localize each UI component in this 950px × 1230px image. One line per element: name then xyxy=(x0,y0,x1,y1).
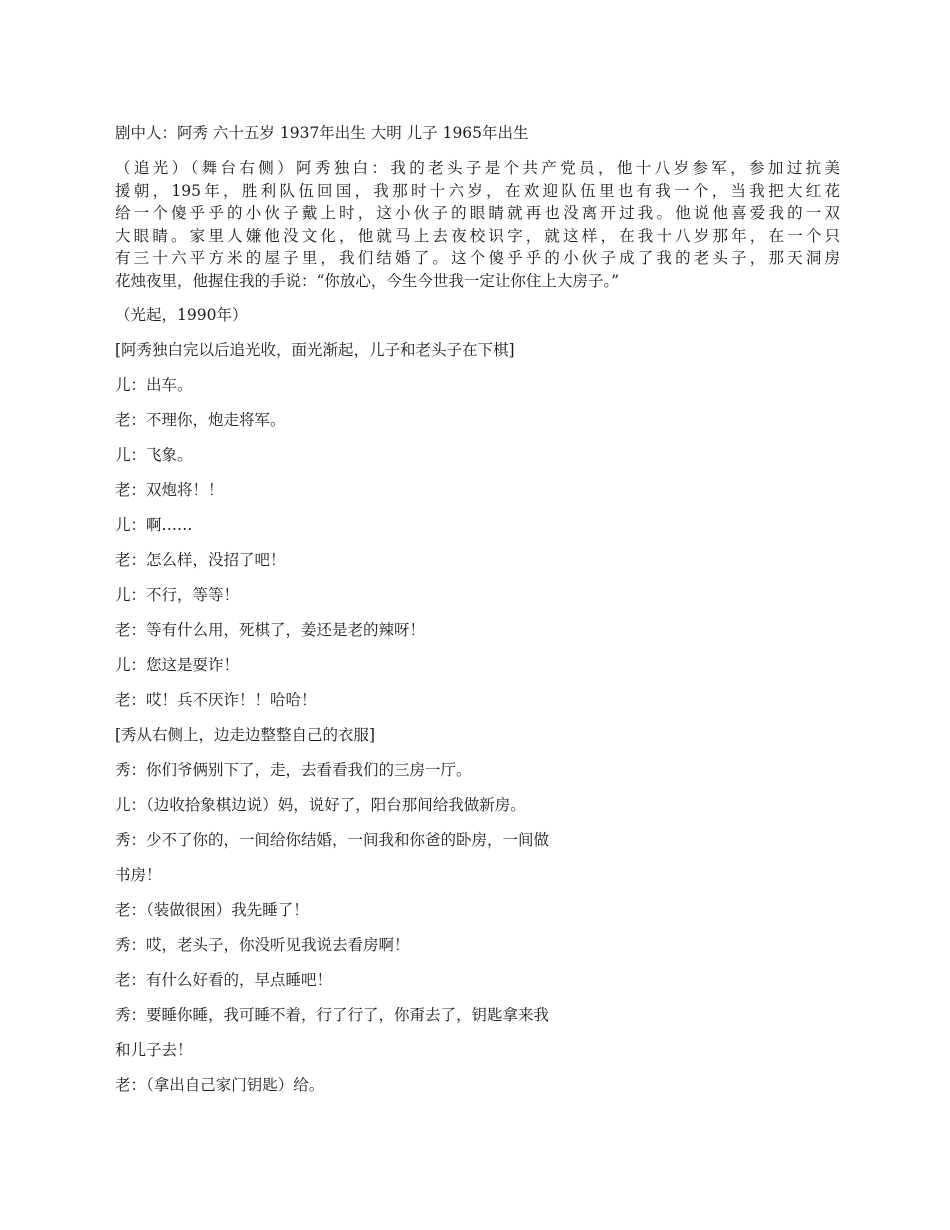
dialogue-line: 书房！ xyxy=(115,866,162,884)
monologue-line: 大眼睛。家里人嫌他没文化，他就马上去夜校识字，就这样，在我十八岁那年，在一个只 xyxy=(115,226,840,245)
dialogue-line: 秀：要睡你睡，我可睡不着，行了行了，你甭去了，钥匙拿来我 xyxy=(115,1006,550,1024)
dialogue-line: 老：双炮将！！ xyxy=(115,481,224,499)
dialogue-line: 和儿子去！ xyxy=(115,1041,193,1059)
stage-direction: （光起，1990年） xyxy=(115,306,248,324)
dialogue-line: 秀：你们爷俩别下了，走，去看看我们的三房一厅。 xyxy=(115,761,472,779)
dialogue-line: 儿：飞象。 xyxy=(115,446,193,464)
monologue-line: 有三十六平方米的屋子里，我们结婚了。这个傻乎乎的小伙子成了我的老头子，那天洞房 xyxy=(115,249,840,267)
dialogue-line: 秀：哎，老头子，你没听见我说去看房啊！ xyxy=(115,936,410,954)
dialogue-line: 儿：出车。 xyxy=(115,376,193,394)
dialogue-line: 老：等有什么用，死棋了，姜还是老的辣呀！ xyxy=(115,621,426,639)
stage-direction: [秀从右侧上，边走边整整自己的衣服] xyxy=(115,726,376,744)
dialogue-line: 儿：啊…… xyxy=(115,516,193,534)
dialogue-line: 秀：少不了你的，一间给你结婚，一间我和你爸的卧房，一间做 xyxy=(115,831,550,849)
dialogue-line: 老：怎么样，没招了吧！ xyxy=(115,551,286,569)
monologue-line: 给一个傻乎乎的小伙子戴上时，这小伙子的眼睛就再也没离开过我。他说他喜爱我的一双 xyxy=(115,204,840,222)
dialogue-line: 老：不理你，炮走将军。 xyxy=(115,411,286,429)
cast-list: 剧中人：阿秀 六十五岁 1937年出生 大明 儿子 1965年出生 xyxy=(115,124,529,142)
dialogue-line: 儿：（边收拾象棋边说）妈，说好了，阳台那间给我做新房。 xyxy=(115,796,526,814)
stage-direction: [阿秀独白完以后追光收，面光渐起，儿子和老头子在下棋] xyxy=(115,341,515,359)
monologue-line: 援朝，195年，胜利队伍回国，我那时十六岁，在欢迎队伍里也有我一个，当我把大红花 xyxy=(115,181,840,200)
monologue-paragraph xyxy=(115,157,840,292)
dialogue-line: 老：哎！兵不厌诈！！哈哈！ xyxy=(115,691,317,709)
document-page xyxy=(115,122,840,1109)
dialogue-line: 老：（拿出自己家门钥匙）给。 xyxy=(115,1076,325,1094)
dialogue-line: 儿：不行，等等！ xyxy=(115,586,240,604)
dialogue-line: 老：（装做很困）我先睡了！ xyxy=(115,901,309,919)
dialogue-line: 儿：您这是耍诈！ xyxy=(115,656,240,674)
dialogue-line: 老：有什么好看的，早点睡吧！ xyxy=(115,971,333,989)
monologue-line: 花烛夜里，他握住我的手说：“你放心，今生今世我一定让你住上大房子。” xyxy=(115,271,620,290)
monologue-line: （追光）（舞台右侧）阿秀独白：我的老头子是个共产党员，他十八岁参军，参加过抗美 xyxy=(115,159,840,177)
